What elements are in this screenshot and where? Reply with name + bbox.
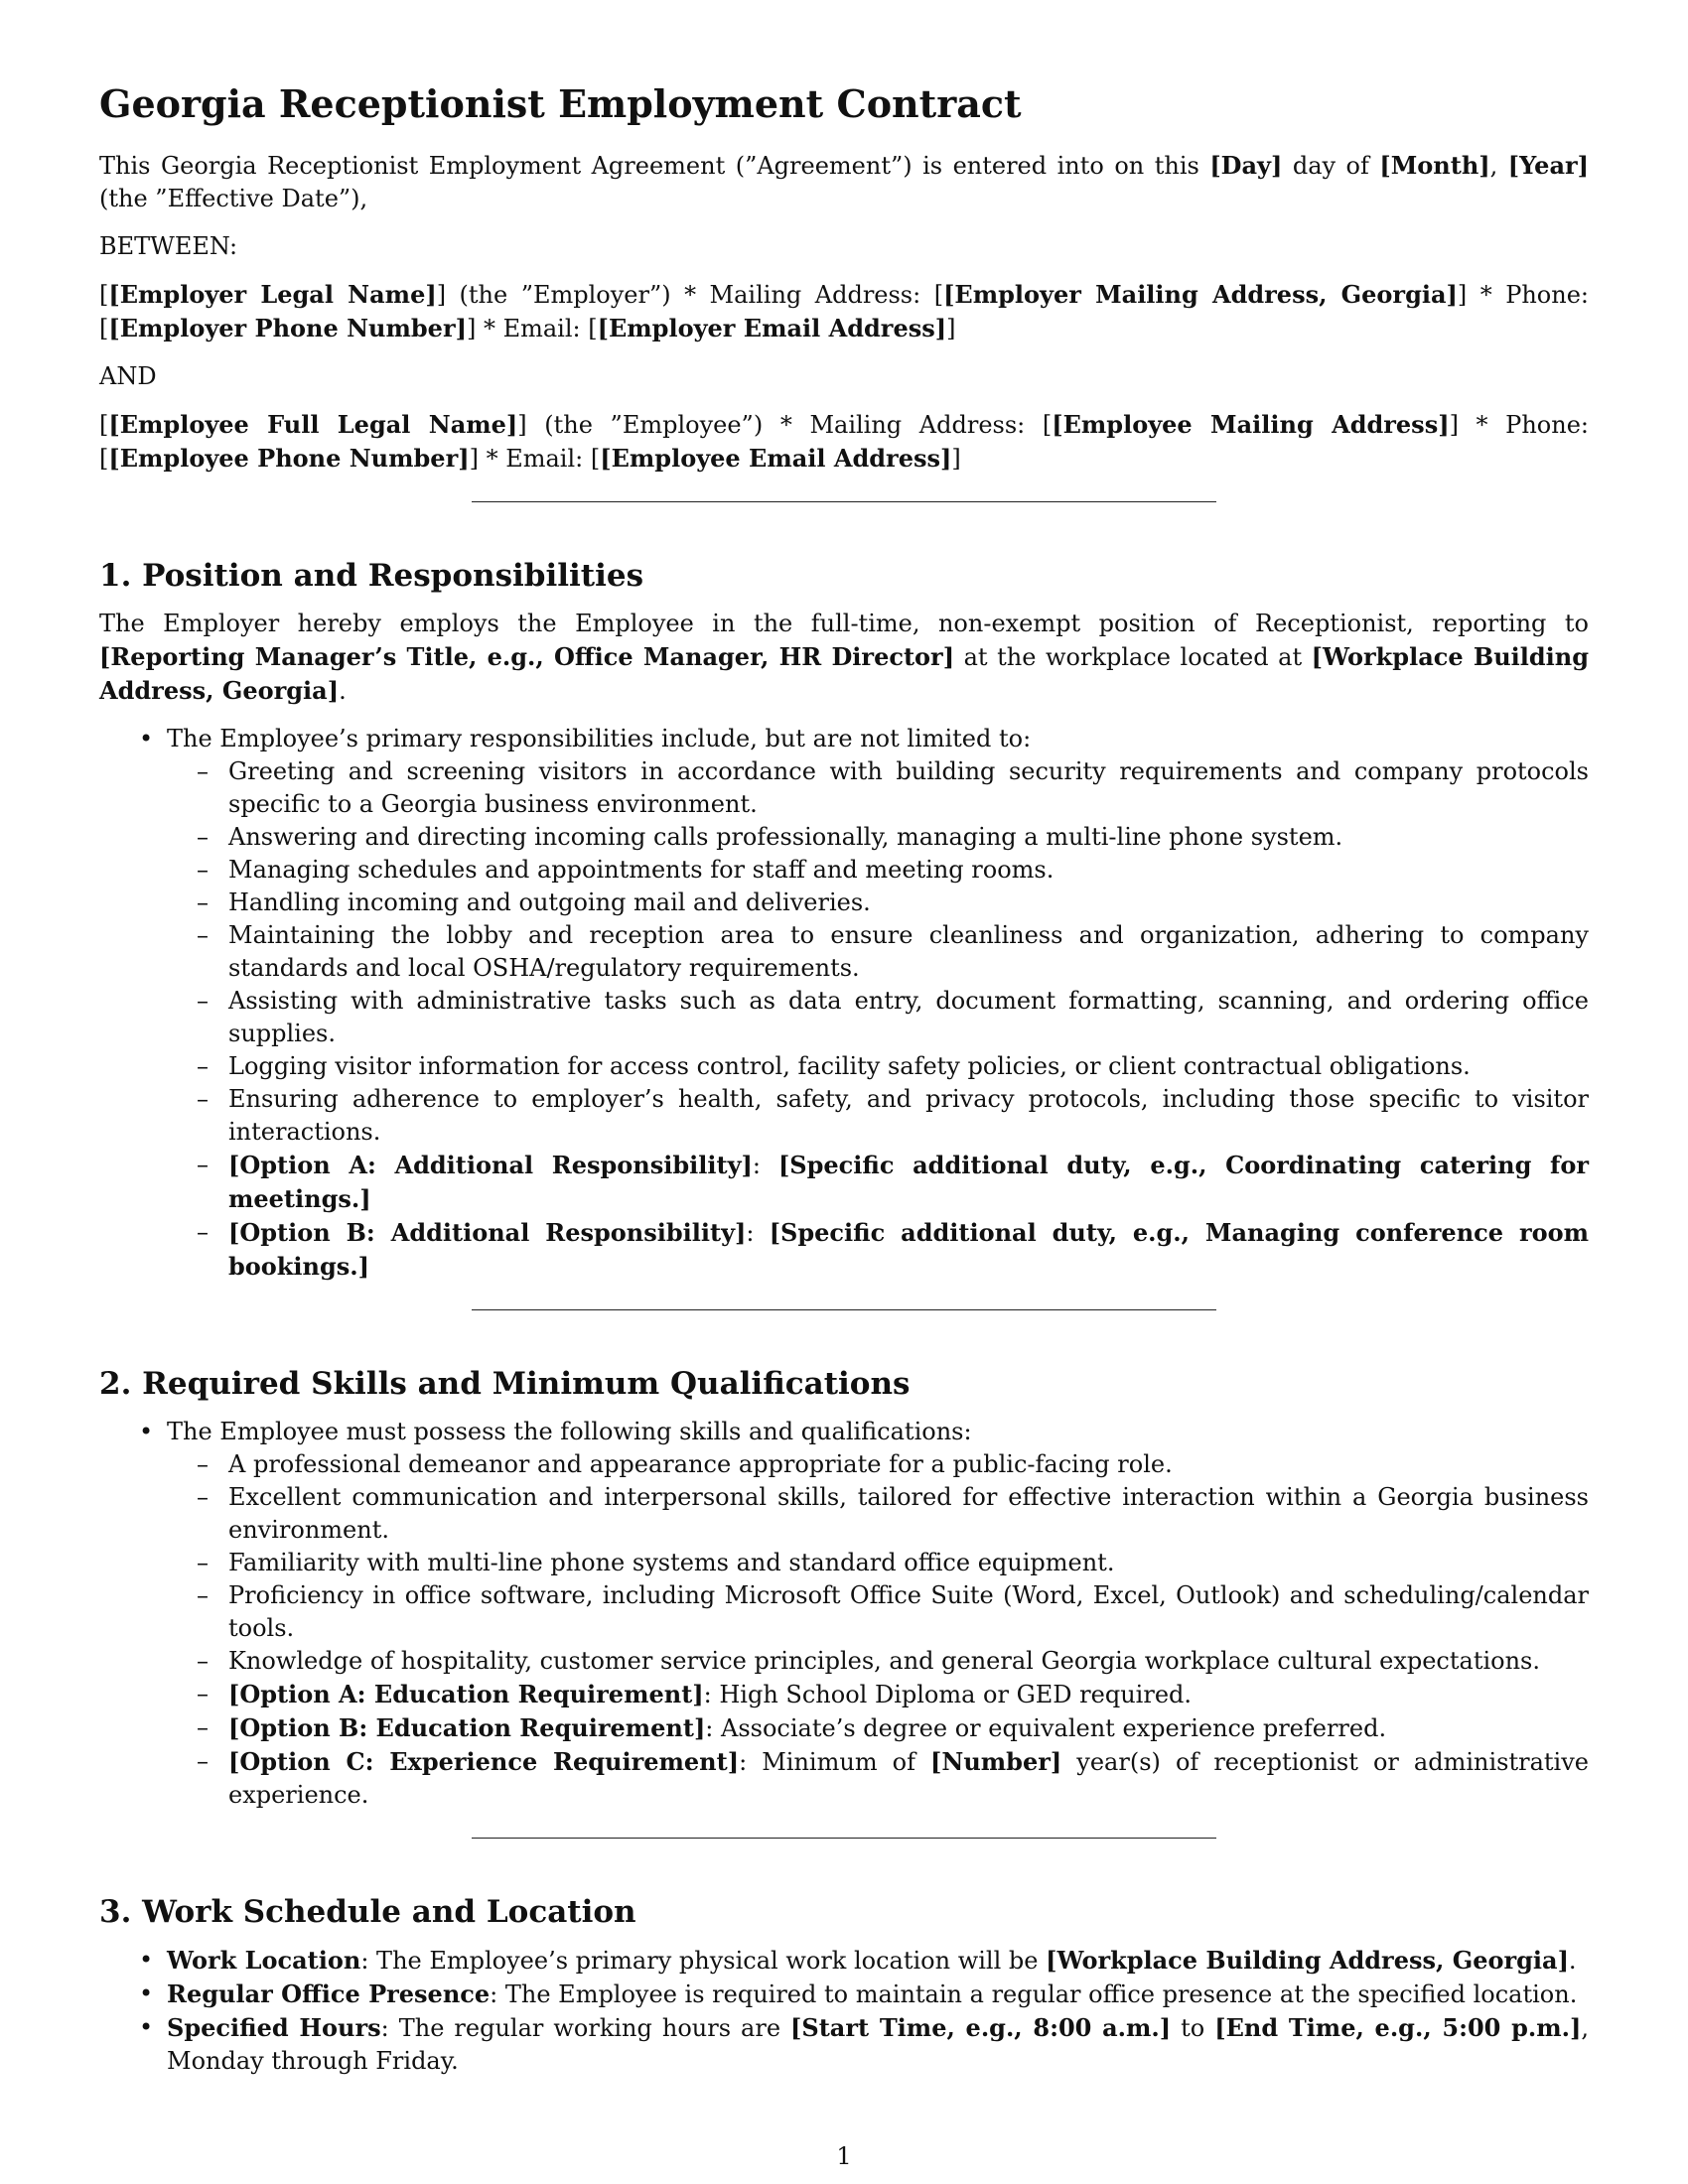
list-item: – Excellent communication and interpersonal skills, tailored for effective interaction within a Georgia business environment. [167,1481,1589,1547]
list-item: – Managing schedules and appointments for staff and meeting rooms. [167,854,1589,887]
list-item: – A professional demeanor and appearance appropriate for a public-facing role. [167,1448,1589,1481]
between-label: BETWEEN: [99,232,238,260]
option-a-education: – [Option A: Education Requirement]: High School Diploma or GED required. [167,1678,1589,1711]
list-item: • The Employee must possess the following skills and qualifications: – A professional demeanor and appearance appropriate for a public-facing role. – Excellent communication and interpersonal skills, tailored for effective interaction within a Georgia business environment. – Familiarity with multi-line phone systems and standard office equipment. – Proficiency in office software, including Microsoft Office Suite (Word, Excel, Outlook) and scheduling/calendar tools. – Knowledge of hospitality, customer service principles, and general Georgia workplace cultural expectations. – [Option A: Education Requirement]: High School Diploma or GED required. – [Option B: Education Requirement]: Associate’s degree or equivalent experience preferred. – [Option C: Experience Requirement]: Minimum of [Number] year(s) of receptionist or administrative experience. [99,1416,1589,1812]
employer-email: [Employer Email Address] [597,314,947,342]
work-location-item: • Work Location: The Employee’s primary physical work location will be [Workplace Building Address, Georgia]. [99,1944,1589,1978]
document-body [99,81,1589,2078]
page-number: 1 [836,2142,852,2170]
section-1-paragraph: The Employer hereby employs the Employee in the full-time, non-exempt position of Receptionist, reporting to [Reporting Manager’s Title, e.g., Office Manager, HR Director] at the workplace located at [Workplace Building Address, Georgia]. [99,610,1590,705]
section-3-heading: 3. Work Schedule and Location [99,1894,636,1930]
section-1-list [99,723,1589,1284]
qualifications-list [167,1448,1589,1812]
list-item: – Maintaining the lobby and reception area to ensure cleanliness and organization, adhering to company standards and local OSHA/regulatory requirements. [167,919,1589,985]
intro-paragraph: This Georgia Receptionist Employment Agreement (”Agreement”) is entered into on this [Day] day of [Month], [Year] (the ”Effective Date”), [99,151,1590,212]
employer-phone: [Employer Phone Number] [108,314,467,342]
section-divider [472,1309,1216,1310]
employer-address: [Employer Mailing Address, Georgia] [943,280,1458,309]
list-item: – Knowledge of hospitality, customer service principles, and general Georgia workplace cultural expectations. [167,1645,1589,1678]
employee-email: [Employee Email Address] [600,444,952,473]
option-b-responsibility: – [Option B: Additional Responsibility]: [Specific additional duty, e.g., Managing conference room bookings.] [167,1216,1589,1284]
employee-address: [Employee Mailing Address] [1052,410,1450,439]
year-placeholder: [Year] [1507,151,1590,180]
manager-placeholder: [Reporting Manager’s Title, e.g., Office Manager, HR Director] [99,642,955,671]
employer-name: [Employer Legal Name] [108,280,437,309]
list-item: – Assisting with administrative tasks such as data entry, document formatting, scanning, and ordering office supplies. [167,985,1589,1050]
list-item: • The Employee’s primary responsibilities include, but are not limited to: – Greeting and screening visitors in accordance with building security requirements and company protocols specific to a Georgia business environment. – Answering and directing incoming calls professionally, managing a multi-line phone system. – Managing schedules and appointments for staff and meeting rooms. – Handling incoming and outgoing mail and deliveries. – Maintaining the lobby and reception area to ensure cleanliness and organization, adhering to company standards and local OSHA/regulatory requirements. – Assisting with administrative tasks such as data entry, document formatting, scanning, and ordering office supplies. – Logging visitor information for access control, facility safety policies, or client contractual obligations. – Ensuring adherence to employer’s health, safety, and privacy protocols, including those specific to visitor interactions. – [Option A: Additional Responsibility]: [Specific additional duty, e.g., Coordinating catering for meetings.] – [Option B: Additional Responsibility]: [Specific additional duty, e.g., Managing conference room bookings.] [99,723,1589,1284]
employee-phone: [Employee Phone Number] [108,444,470,473]
and-label: AND [99,362,157,390]
section-1-heading: 1. Position and Responsibilities [99,558,644,594]
list-item: – Ensuring adherence to employer’s health, safety, and privacy protocols, including those specific to visitor interactions. [167,1083,1589,1149]
section-divider [472,1838,1216,1839]
specified-hours-item: • Specified Hours: The regular working hours are [Start Time, e.g., 8:00 a.m.] to [End Time, e.g., 5:00 p.m.], Monday through Friday. [99,2011,1589,2078]
employee-block: [[Employee Full Legal Name]] (the ”Employee”) * Mailing Address: [[Employee Mailing Address]] * Phone: [[Employee Phone Number]] * Email: [[Employee Email Address]] [99,410,1589,473]
option-a-responsibility: – [Option A: Additional Responsibility]: [Specific additional duty, e.g., Coordinating catering for meetings.] [167,1149,1589,1216]
option-c-experience: – [Option C: Experience Requirement]: Minimum of [Number] year(s) of receptionist or administrative experience. [167,1745,1589,1812]
office-presence-item: • Regular Office Presence: The Employee is required to maintain a regular office presence at the specified location. [99,1978,1589,2011]
list-item: – Proficiency in office software, including Microsoft Office Suite (Word, Excel, Outlook) and scheduling/calendar tools. [167,1579,1589,1645]
list-item: – Answering and directing incoming calls professionally, managing a multi-line phone system. [167,821,1589,854]
section-divider [472,501,1216,502]
list-item: – Greeting and screening visitors in accordance with building security requirements and company protocols specific to a Georgia business environment. [167,755,1589,821]
document-title: Georgia Receptionist Employment Contract [99,81,1022,126]
list-item: – Logging visitor information for access control, facility safety policies, or client contractual obligations. [167,1050,1589,1083]
responsibilities-list [167,755,1589,1284]
day-placeholder: [Day] [1209,151,1283,180]
list-item: – Familiarity with multi-line phone systems and standard office equipment. [167,1547,1589,1579]
employee-name: [Employee Full Legal Name] [108,410,518,439]
option-b-education: – [Option B: Education Requirement]: Associate’s degree or equivalent experience preferred. [167,1711,1589,1745]
list-item: – Handling incoming and outgoing mail and deliveries. [167,887,1589,919]
employer-block: [[Employer Legal Name]] (the ”Employer”) * Mailing Address: [[Employer Mailing Address, Georgia]] * Phone: [[Employer Phone Number]] * Email: [[Employer Email Address]] [99,280,1590,342]
section-3-list [99,1944,1589,2078]
section-2-list [99,1416,1589,1812]
workplace-placeholder: [Workplace Building Address, Georgia] [99,642,1590,705]
section-2-heading: 2. Required Skills and Minimum Qualifications [99,1366,911,1402]
month-placeholder: [Month] [1379,151,1490,180]
